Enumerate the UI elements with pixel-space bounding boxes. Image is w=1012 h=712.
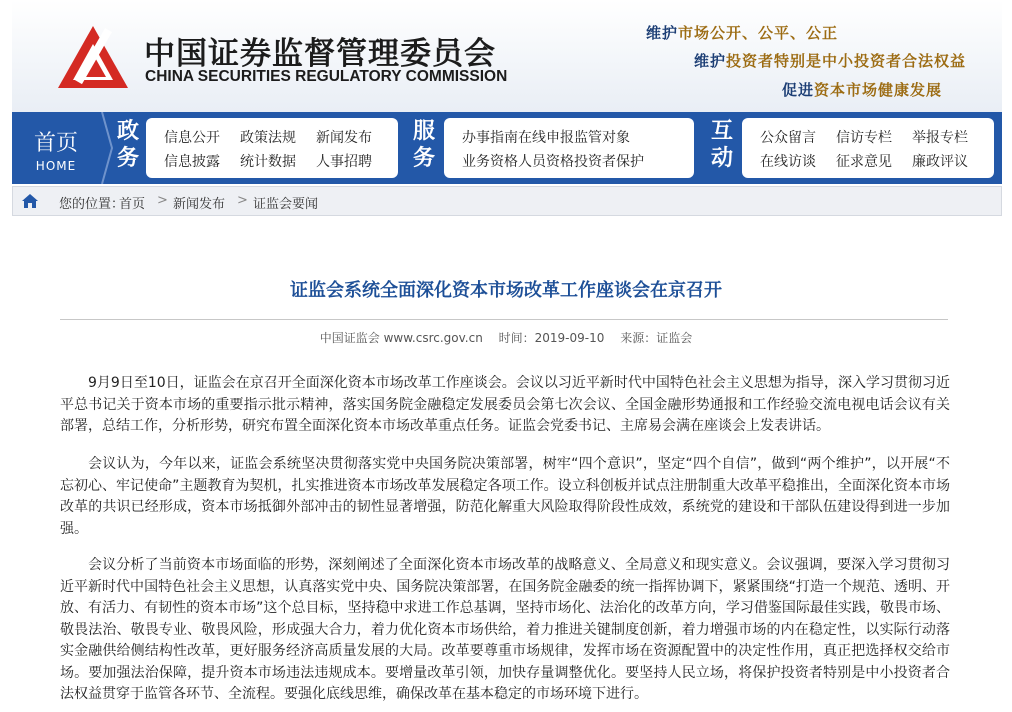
nav-link-xinfangzhuanlan[interactable]: 信访专栏 (836, 130, 892, 146)
section-fuwu-label: 服 务 (412, 119, 435, 171)
breadcrumb-home[interactable]: 首页 (119, 197, 146, 212)
section-hudong-links (742, 118, 994, 178)
nav-divider-icon (100, 112, 114, 184)
breadcrumb-current: 证监会要闻 (253, 197, 319, 212)
csrc-logo-icon[interactable] (56, 24, 130, 90)
breadcrumb (12, 186, 1002, 216)
article-source: 来源：证监会 (620, 331, 693, 345)
breadcrumb-news[interactable]: 新闻发布 (173, 197, 226, 212)
nav-link-gongzhongliuyan[interactable]: 公众留言 (760, 130, 816, 146)
article-date: 时间：2019-09-10 (498, 331, 605, 345)
nav-link-touzizhebaohu[interactable]: 投资者保护 (574, 154, 644, 170)
nav-link-zaixianshenbao[interactable]: 在线申报 (518, 130, 574, 146)
nav-link-jubaozhuanlan[interactable]: 举报专栏 (912, 130, 968, 146)
site-header (12, 0, 1002, 113)
nav-home-label-en: HOME (35, 159, 77, 173)
article-paragraph-3: 会议分析了当前资本市场面临的形势，深刻阐述了全面深化资本市场改革的战略意义、全局意义和现实意义。会议强调，要深入学习贯彻习近平新时代中国特色社会主义思想，认真落实党中央、国务院决策部署，在国务院金融委的统一指挥协调下，紧紧围绕“打造一个规范、透明、开放、有活力、有韧性的资本市场”这个总目标，坚持稳中求进工作总基调，坚持市场化、法治化的改革方向，学习借鉴国际最佳实践，敬畏市场、敬畏法治、敬畏专业、敬畏风险，形成强大合力，着力优化资本市场供给，着力推进关键制度创新，着力增强市场的内在稳定性，以实际行动落实金融供给侧结构性改革，更好服务经济高质量发展的大局。改革要尊重市场规律，发挥市场在资源配置中的决定性作用，真正把选择权交给市场。要加强法治保障，提升资本市场违法违规成本。要增量改革引领，加快存量调整优化。要坚持人民立场，将保护投资者特别是中小投资者合法权益贯穿于监管各环节、全流程。要强化底线思维，确保改革在基本稳定的市场环境下进行。 (60, 557, 950, 702)
section-hudong-label: 互 动 (710, 119, 733, 171)
breadcrumb-separator: > (157, 193, 168, 208)
nav-link-yewuzige[interactable]: 业务资格 (462, 154, 518, 170)
nav-link-renyuanzige[interactable]: 人员资格 (518, 154, 574, 170)
nav-link-lianzhengpingyi[interactable]: 廉政评议 (912, 154, 968, 170)
slogan-2: 维护投资者特别是中小投资者合法权益 (693, 52, 966, 70)
section-zhengwu-label: 政 务 (116, 119, 139, 171)
nav-link-zhengcefagui[interactable]: 政策法规 (240, 130, 296, 146)
nav-link-banshizhinan[interactable]: 办事指南 (462, 130, 518, 146)
nav-link-jianguanduixiang[interactable]: 监管对象 (574, 130, 630, 146)
main-nav (12, 112, 1002, 184)
nav-link-zaixianfangtan[interactable]: 在线访谈 (760, 154, 816, 170)
article-paragraph-1: 9月9日至10日，证监会在京召开全面深化资本市场改革工作座谈会。会议以习近平新时代中国特色社会主义思想为指导，深入学习贯彻习近平总书记关于资本市场的重要指示批示精神，落实国务院金融稳定发展委员会第七次会议、全国金融形势通报和工作经验交流电视电话会议有关部署，总结工作，分析形势，研究布置全面深化资本市场改革重点任务。证监会党委书记、主席易会满在座谈会上发表讲话。 (60, 375, 950, 434)
breadcrumb-separator: > (237, 193, 248, 208)
site-title-cn: 中国证券监督管理委员会 (144, 36, 496, 72)
article-title: 证监会系统全面深化资本市场改革工作座谈会在京召开 (290, 280, 722, 301)
nav-link-tongjishuju[interactable]: 统计数据 (240, 154, 296, 170)
section-zhengwu-links (146, 118, 398, 178)
site-title-en: CHINA SECURITIES REGULATORY COMMISSION (145, 68, 508, 85)
nav-link-xinxipilu[interactable]: 信息披露 (164, 154, 220, 170)
slogan-1: 维护市场公开、公平、公正 (645, 24, 838, 42)
nav-link-zhengqiuyijian[interactable]: 征求意见 (836, 154, 892, 170)
nav-link-xinxigongkai[interactable]: 信息公开 (164, 130, 220, 146)
article-site: 中国证监会 www.csrc.gov.cn (319, 331, 483, 345)
nav-home[interactable] (12, 112, 100, 184)
section-fuwu-links (444, 118, 694, 178)
article-meta (0, 329, 1012, 346)
nav-home-label: 首页 (33, 131, 78, 156)
nav-link-renshizhaopin[interactable]: 人事招聘 (316, 154, 372, 170)
article-paragraph-2: 会议认为，今年以来，证监会系统坚决贯彻落实党中央国务院决策部署，树牢“四个意识”，坚定“四个自信”，做到“两个维护”，以开展“不忘初心、牢记使命”主题教育为契机，扎实推进资本市场改革发展稳定各项工作。设立科创板并试点注册制重大改革平稳推出，全面深化资本市场改革的共识已经形成，资本市场抵御外部冲击的韧性显著增强，防范化解重大风险取得阶段性成效，系统党的建设和干部队伍建设得到进一步加强。 (60, 456, 950, 537)
title-divider (60, 319, 948, 320)
breadcrumb-prefix: 您的位置： (59, 197, 125, 212)
nav-link-xinwenfabu[interactable]: 新闻发布 (316, 130, 372, 146)
slogan-3: 促进资本市场健康发展 (781, 81, 942, 99)
home-icon[interactable] (21, 192, 39, 210)
